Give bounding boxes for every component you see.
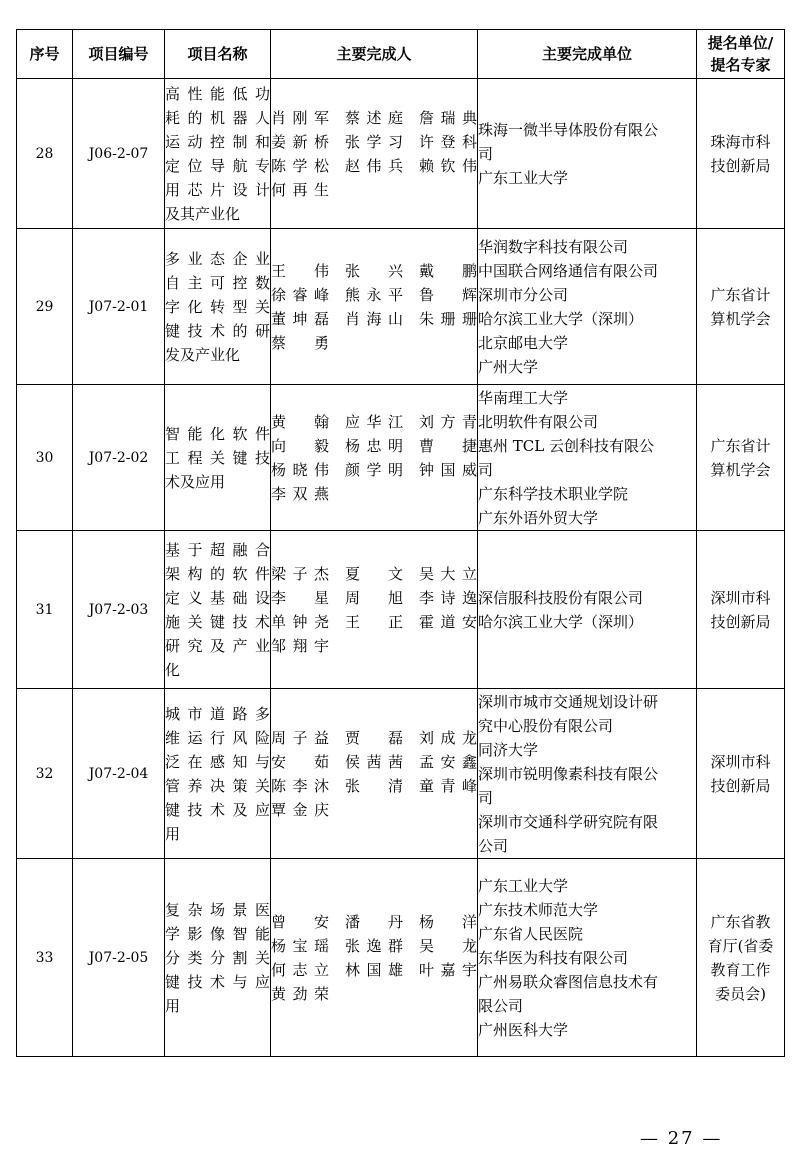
contributor-name: 陈李沐 — [271, 776, 329, 795]
contributor-name: 向 毅 — [271, 436, 329, 455]
contributor-name: 姜新桥 — [271, 132, 329, 151]
table-row — [17, 229, 785, 385]
row-main-units — [478, 859, 697, 1057]
contributor-line — [271, 910, 477, 934]
contributor-name: 杨忠明 — [345, 436, 403, 455]
contributor-name: 詹瑞典 — [419, 108, 477, 127]
contributor-name: 潘 丹 — [345, 912, 403, 931]
row-nominator — [697, 385, 785, 531]
contributor-name: 林国雄 — [345, 960, 403, 979]
table-row — [17, 385, 785, 531]
table-row — [17, 859, 785, 1057]
contributor-name: 黄劲荣 — [271, 984, 329, 1003]
project-name-line: 定位导航专 — [165, 156, 270, 175]
unit-line: 同济大学 — [478, 740, 539, 759]
contributor-name: 徐睿峰 — [271, 285, 329, 304]
nominator-line: 珠海市科 — [710, 132, 771, 151]
contributor-name: 霍道安 — [419, 612, 477, 631]
row-main-units — [478, 229, 697, 385]
project-name-line: 城市道路多 — [165, 704, 270, 723]
contributor-name: 何志立 — [271, 960, 329, 979]
project-name-line: 管养决策关 — [165, 776, 270, 795]
unit-line: 司 — [478, 460, 494, 479]
contributor-line — [271, 934, 477, 958]
contributor-name: 杨晓伟 — [271, 460, 329, 479]
project-name-line: 及其产业化 — [165, 204, 241, 223]
row-main-units — [478, 689, 697, 859]
contributor-name: 朱珊珊 — [419, 309, 477, 328]
project-name-line: 研究及产业 — [165, 636, 270, 655]
unit-line: 广东技术师范大学 — [478, 900, 599, 919]
contributor-name: 童青峰 — [419, 776, 477, 795]
row-nominator — [697, 531, 785, 689]
unit-line: 北明软件有限公司 — [478, 412, 599, 431]
unit-line: 哈尔滨工业大学（深圳） — [478, 309, 644, 328]
contributor-name: 夏 文 — [345, 564, 403, 583]
row-project-name — [165, 385, 271, 531]
row-main-units — [478, 385, 697, 531]
contributor-name: 王 伟 — [271, 261, 329, 280]
contributor-name: 肖海山 — [345, 309, 403, 328]
contributor-line — [271, 726, 477, 750]
contributor-name: 周 旭 — [345, 588, 403, 607]
project-name-line: 用 — [165, 824, 181, 843]
contributor-name: 董坤磊 — [271, 309, 329, 328]
contributor-name: 李 星 — [271, 588, 329, 607]
project-name-line: 定义基础设 — [165, 588, 270, 607]
row-project-code: J07-2-03 — [73, 531, 165, 689]
unit-line: 深圳市锐明像素科技有限公 — [478, 764, 659, 783]
project-name-line: 复杂场景医 — [165, 900, 270, 919]
project-name-line: 键技术与应 — [165, 972, 270, 991]
nominator-line: 深圳市科 — [710, 588, 771, 607]
contributor-name: 侯茜茜 — [345, 752, 403, 771]
row-seq: 29 — [17, 229, 73, 385]
contributor-name: 熊永平 — [345, 285, 403, 304]
unit-line: 究中心股份有限公司 — [478, 716, 614, 735]
contributor-name: 杨 洋 — [419, 912, 477, 931]
row-nominator — [697, 79, 785, 229]
table-row — [17, 531, 785, 689]
header-name: 项目名称 — [165, 30, 271, 79]
nominator-line: 育厅(省委 — [707, 936, 774, 955]
header-row — [17, 30, 785, 79]
contributor-name: 李诗逸 — [419, 588, 477, 607]
contributor-name: 许登科 — [419, 132, 477, 151]
project-name-line: 架构的软件 — [165, 564, 270, 583]
row-nominator — [697, 229, 785, 385]
table-row — [17, 689, 785, 859]
header-units: 主要完成单位 — [478, 30, 697, 79]
contributor-name: 李双燕 — [271, 484, 329, 503]
header-nominator-line: 提名单位/ — [707, 34, 774, 52]
project-name-line: 工程关键技 — [165, 448, 270, 467]
contributor-line — [271, 331, 477, 355]
unit-line: 哈尔滨工业大学（深圳） — [478, 612, 644, 631]
row-project-code: J07-2-01 — [73, 229, 165, 385]
row-main-units — [478, 531, 697, 689]
unit-line: 深圳市城市交通规划设计研 — [478, 692, 659, 711]
contributor-line — [271, 178, 477, 202]
row-project-name — [165, 859, 271, 1057]
nominator-line: 技创新局 — [710, 612, 771, 631]
contributor-name: 单钟尧 — [271, 612, 329, 631]
project-name-line: 化 — [165, 660, 181, 679]
project-name-line: 术及应用 — [165, 472, 226, 491]
contributor-name: 邹翔宇 — [271, 636, 329, 655]
contributor-name: 赵伟兵 — [345, 156, 403, 175]
unit-line: 惠州 TCL 云创科技有限公 — [478, 436, 654, 455]
unit-line: 北京邮电大学 — [478, 333, 569, 352]
header-seq: 序号 — [17, 30, 73, 79]
nominator-line: 广东省教 — [710, 912, 771, 931]
row-main-contributors — [271, 859, 478, 1057]
contributor-name: 梁子杰 — [271, 564, 329, 583]
contributor-name: 蔡 勇 — [271, 333, 329, 352]
unit-line: 司 — [478, 144, 494, 163]
nominator-line: 技创新局 — [710, 776, 771, 795]
project-name-line: 智能化软件 — [165, 424, 270, 443]
row-project-name — [165, 229, 271, 385]
row-nominator — [697, 689, 785, 859]
contributor-name: 颜学明 — [345, 460, 403, 479]
contributor-line — [271, 798, 477, 822]
unit-line: 广东工业大学 — [478, 876, 569, 895]
awards-table — [16, 29, 785, 1057]
contributor-name: 刘成龙 — [419, 728, 477, 747]
contributor-name: 陈学松 — [271, 156, 329, 175]
project-name-line: 字化转型关 — [165, 297, 270, 316]
contributor-name: 张逸群 — [345, 936, 403, 955]
nominator-line: 深圳市科 — [710, 752, 771, 771]
nominator-line: 算机学会 — [710, 460, 771, 479]
project-name-line: 键技术及应 — [165, 800, 270, 819]
contributor-name: 杨宝瑶 — [271, 936, 329, 955]
unit-line: 广州大学 — [478, 357, 539, 376]
unit-line: 深圳市交通科学研究院有限 — [478, 812, 659, 831]
contributor-name: 覃金庆 — [271, 800, 329, 819]
contributor-name: 吴 龙 — [419, 936, 477, 955]
contributor-line — [271, 307, 477, 331]
contributor-name: 张学习 — [345, 132, 403, 151]
contributor-name: 赖钦伟 — [419, 156, 477, 175]
project-name-line: 学影像智能 — [165, 924, 270, 943]
row-project-code: J06-2-07 — [73, 79, 165, 229]
contributor-line — [271, 634, 477, 658]
contributor-name: 曹 捷 — [419, 436, 477, 455]
contributor-name: 蔡述庭 — [345, 108, 403, 127]
unit-line: 司 — [478, 788, 494, 807]
unit-line: 公司 — [478, 836, 509, 855]
unit-line: 中国联合网络通信有限公司 — [478, 261, 659, 280]
project-name-line: 维运行风险 — [165, 728, 270, 747]
unit-line: 华润数字科技有限公司 — [478, 237, 629, 256]
project-name-line: 自主可控数 — [165, 273, 270, 292]
nominator-line: 算机学会 — [710, 309, 771, 328]
project-name-line: 多业态企业 — [165, 249, 270, 268]
project-name-line: 高性能低功 — [165, 84, 270, 103]
table-row — [17, 79, 785, 229]
row-main-contributors — [271, 229, 478, 385]
unit-line: 东华医为科技有限公司 — [478, 948, 629, 967]
contributor-name: 刘方青 — [419, 412, 477, 431]
project-name-line: 泛在感知与 — [165, 752, 270, 771]
contributor-line — [271, 586, 477, 610]
contributor-line — [271, 958, 477, 982]
contributor-name: 应华江 — [345, 412, 403, 431]
contributor-line — [271, 259, 477, 283]
header-code: 项目编号 — [73, 30, 165, 79]
unit-line: 限公司 — [478, 996, 524, 1015]
row-project-name — [165, 689, 271, 859]
row-main-units — [478, 79, 697, 229]
row-main-contributors — [271, 79, 478, 229]
project-name-line: 耗的机器人 — [165, 108, 270, 127]
contributor-line — [271, 482, 477, 506]
unit-line: 珠海一微半导体股份有限公 — [478, 120, 659, 139]
row-seq: 33 — [17, 859, 73, 1057]
unit-line: 广东工业大学 — [478, 168, 569, 187]
unit-line: 广东省人民医院 — [478, 924, 584, 943]
row-project-code: J07-2-02 — [73, 385, 165, 531]
contributor-name: 黄 翰 — [271, 412, 329, 431]
row-main-contributors — [271, 531, 478, 689]
project-name-line: 用芯片设计 — [165, 180, 270, 199]
row-main-contributors — [271, 385, 478, 531]
unit-line: 深圳市分公司 — [478, 285, 569, 304]
unit-line: 广州易联众睿图信息技术有 — [478, 972, 659, 991]
header-nominator — [697, 30, 785, 79]
contributor-line — [271, 562, 477, 586]
nominator-line: 广东省计 — [710, 436, 771, 455]
nominator-line: 广东省计 — [710, 285, 771, 304]
contributor-line — [271, 610, 477, 634]
row-seq: 32 — [17, 689, 73, 859]
nominator-line: 教育工作 — [710, 960, 771, 979]
project-name-line: 键技术的研 — [165, 321, 270, 340]
row-project-code: J07-2-05 — [73, 859, 165, 1057]
row-seq: 28 — [17, 79, 73, 229]
contributor-name: 鲁 辉 — [419, 285, 477, 304]
unit-line: 华南理工大学 — [478, 388, 569, 407]
row-project-name — [165, 79, 271, 229]
contributor-name: 张 兴 — [345, 261, 403, 280]
contributor-name: 肖刚军 — [271, 108, 329, 127]
contributor-line — [271, 982, 477, 1006]
project-name-line: 发及产业化 — [165, 345, 241, 364]
row-seq: 31 — [17, 531, 73, 689]
contributor-line — [271, 434, 477, 458]
contributor-line — [271, 410, 477, 434]
contributor-line — [271, 750, 477, 774]
project-name-line: 运动控制和 — [165, 132, 270, 151]
contributor-name: 钟国威 — [419, 460, 477, 479]
contributor-name: 何再生 — [271, 180, 329, 199]
contributor-name: 戴 鹏 — [419, 261, 477, 280]
contributor-line — [271, 106, 477, 130]
row-project-name — [165, 531, 271, 689]
nominator-line: 委员会) — [715, 984, 766, 1003]
project-name-line: 施关键技术 — [165, 612, 270, 631]
contributor-name: 安 茹 — [271, 752, 329, 771]
contributor-name: 王 正 — [345, 612, 403, 631]
unit-line: 广东科学技术职业学院 — [478, 484, 629, 503]
unit-line: 广州医科大学 — [478, 1020, 569, 1039]
contributor-name: 张 清 — [345, 776, 403, 795]
project-name-line: 分类分割关 — [165, 948, 270, 967]
contributor-line — [271, 130, 477, 154]
project-name-line: 用 — [165, 996, 181, 1015]
contributor-line — [271, 154, 477, 178]
row-nominator — [697, 859, 785, 1057]
contributor-line — [271, 283, 477, 307]
contributor-name: 孟安鑫 — [419, 752, 477, 771]
contributor-line — [271, 774, 477, 798]
contributor-name: 贾 磊 — [345, 728, 403, 747]
row-seq: 30 — [17, 385, 73, 531]
row-main-contributors — [271, 689, 478, 859]
unit-line: 广东外语外贸大学 — [478, 508, 599, 527]
contributor-name: 吴大立 — [419, 564, 477, 583]
unit-line: 深信服科技股份有限公司 — [478, 588, 644, 607]
contributor-line — [271, 458, 477, 482]
header-nominator-line: 提名专家 — [710, 56, 771, 74]
project-name-line: 基于超融合 — [165, 540, 270, 559]
page-number: — 27 — — [640, 1128, 723, 1149]
contributor-name: 曾 安 — [271, 912, 329, 931]
contributor-name: 叶嘉宇 — [419, 960, 477, 979]
row-project-code: J07-2-04 — [73, 689, 165, 859]
header-people: 主要完成人 — [271, 30, 478, 79]
contributor-name: 周子益 — [271, 728, 329, 747]
nominator-line: 技创新局 — [710, 156, 771, 175]
